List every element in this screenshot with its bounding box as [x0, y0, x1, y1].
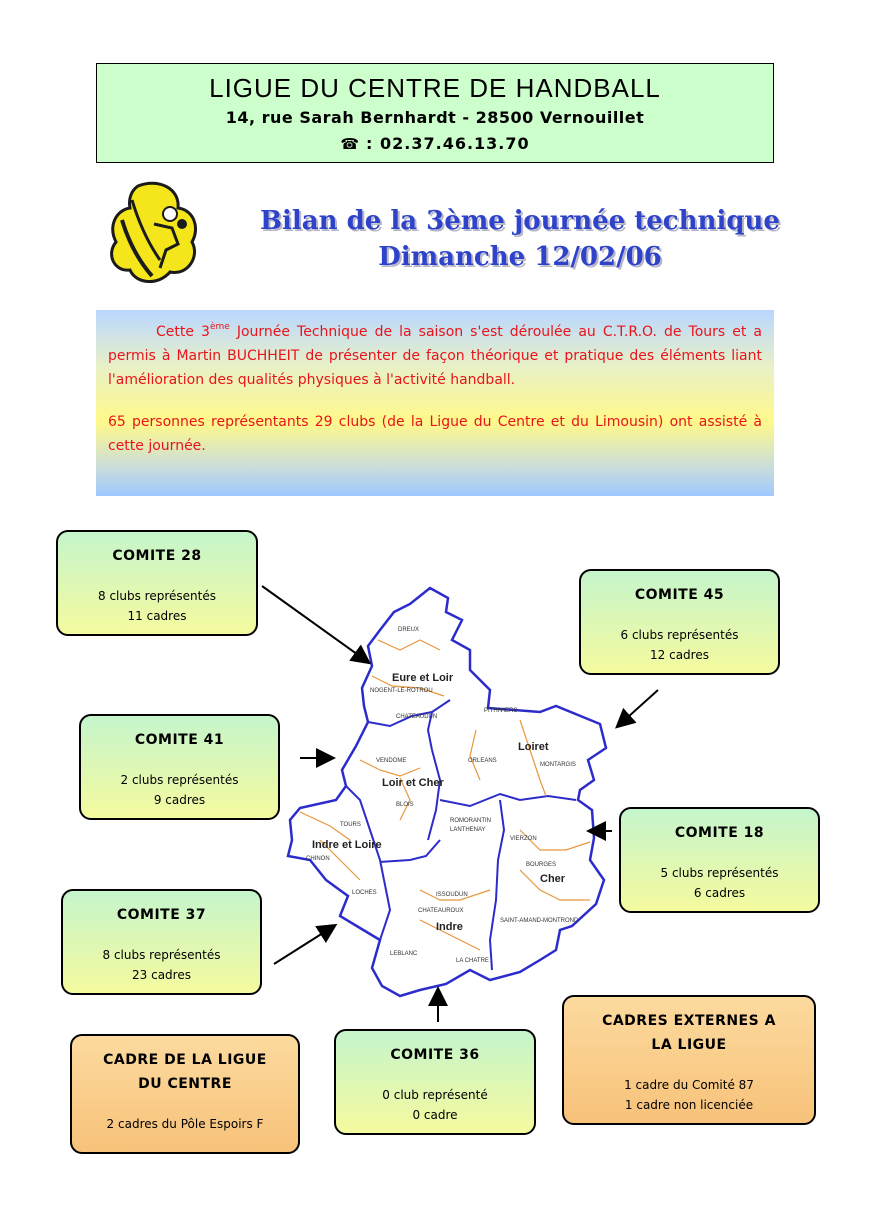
town-issoudun: ISSOUDUN	[436, 892, 468, 898]
external-staff-comite-87: 1 cadre du Comité 87	[624, 1078, 754, 1092]
external-staff-box	[562, 995, 816, 1125]
comite-18-cadres: 6 cadres	[693, 886, 746, 900]
region-outline	[288, 588, 606, 996]
town-lachatre: LA CHATRE	[456, 958, 489, 964]
comite-37-title: COMITE 37	[116, 907, 207, 923]
comite-36-box	[334, 1029, 536, 1135]
town-nogent: NOGENT-LE-ROTROU	[370, 688, 433, 694]
comite-37-clubs: 8 clubs représentés	[102, 948, 221, 962]
telephone-icon: ☎	[340, 135, 361, 153]
ligue-centre-title-2: DU CENTRE	[138, 1076, 232, 1092]
comite-28-clubs: 8 clubs représentés	[98, 589, 216, 603]
town-saint-amand: SAINT-AMAND-MONTROND	[500, 918, 579, 924]
comite-41-title: COMITE 41	[134, 732, 225, 748]
town-romorantin: ROMORANTIN	[450, 818, 491, 824]
comite-41-clubs: 2 clubs représentés	[120, 773, 239, 787]
town-vierzon: VIERZON	[510, 836, 537, 842]
external-staff-title-2: LA LIGUE	[651, 1037, 727, 1053]
event-title-line1: Bilan de la 3ème journée technique	[260, 206, 780, 236]
label-eure-et-loir: Eure et Loir	[392, 672, 454, 684]
comite-28-cadres: 11 cadres	[127, 609, 187, 623]
ligue-centre-cadres: 2 cadres du Pôle Espoirs F	[106, 1117, 264, 1131]
arrow-comite-45	[618, 690, 658, 726]
comite-37-cadres: 23 cadres	[132, 968, 191, 982]
ligue-centre-box	[70, 1034, 300, 1154]
town-vendome: VENDOME	[376, 758, 407, 764]
comite-45-cadres: 12 cadres	[650, 648, 709, 662]
town-blois: BLOIS	[396, 802, 414, 808]
town-bourges: BOURGES	[526, 862, 557, 868]
town-montargis: MONTARGIS	[540, 762, 576, 768]
label-indre-et-loire: Indre et Loire	[312, 839, 382, 851]
comite-37-box	[61, 889, 262, 995]
town-lanthenay: LANTHENAY	[450, 827, 486, 833]
external-staff-title-1: CADRES EXTERNES A	[602, 1013, 776, 1029]
comite-45-clubs: 6 clubs représentés	[620, 628, 739, 642]
label-indre: Indre	[436, 921, 463, 933]
town-pithiviers: PITHIVIERS	[484, 708, 518, 714]
intro-paragraph-2: 65 personnes représentants 29 clubs (de la Ligue du Centre et du Limousin) ont assisté à cette journée.	[108, 414, 762, 454]
town-dreux: DREUX	[398, 627, 420, 633]
league-address: 14, rue Sarah Bernhardt - 28500 Vernouillet	[225, 108, 645, 127]
arrow-comite-37	[274, 926, 334, 964]
comite-18-box	[619, 807, 820, 913]
comite-28-title: COMITE 28	[112, 548, 202, 564]
label-loir-et-cher: Loir et Cher	[382, 777, 444, 789]
comite-41-box	[79, 714, 280, 820]
event-date: Dimanche 12/02/06	[378, 242, 662, 272]
town-chinon: CHINON	[306, 856, 330, 862]
town-chateauroux: CHATEAUROUX	[418, 908, 464, 914]
external-staff-non-licensed: 1 cadre non licenciée	[624, 1098, 754, 1112]
town-tours: TOURS	[340, 822, 361, 828]
comite-18-title: COMITE 18	[674, 825, 765, 841]
comite-45-title: COMITE 45	[634, 587, 725, 603]
phone-number: : 02.37.46.13.70	[366, 134, 530, 153]
intro-paragraph-1: Cette 3ème Journée Technique de la saison s'est déroulée au C.T.R.O. de Tours et a permis à Martin BUCHHEIT de présenter de façon théorique et pratique des éléments liant l'amélioration des qualités physiques à l'activité handball.	[108, 322, 762, 388]
comite-18-clubs: 5 clubs représentés	[660, 866, 779, 880]
comite-36-clubs: 0 club représenté	[382, 1088, 488, 1102]
comite-41-cadres: 9 cadres	[153, 793, 206, 807]
comite-45-box	[579, 569, 780, 675]
label-loiret: Loiret	[518, 741, 549, 753]
arrow-comite-28	[262, 586, 368, 662]
comite-36-cadres: 0 cadre	[412, 1108, 458, 1122]
league-name: LIGUE DU CENTRE DE HANDBALL	[209, 73, 661, 103]
comite-36-title: COMITE 36	[390, 1047, 480, 1063]
town-orleans: ORLEANS	[468, 758, 497, 764]
town-chateaudun: CHATEAUDUN	[396, 714, 438, 720]
ligue-centre-title-1: CADRE DE LA LIGUE	[103, 1052, 267, 1068]
town-leblanc: LEBLANC	[390, 951, 418, 957]
town-loches: LOCHES	[352, 890, 377, 896]
comite-28-box	[56, 530, 258, 636]
label-cher: Cher	[540, 873, 566, 885]
